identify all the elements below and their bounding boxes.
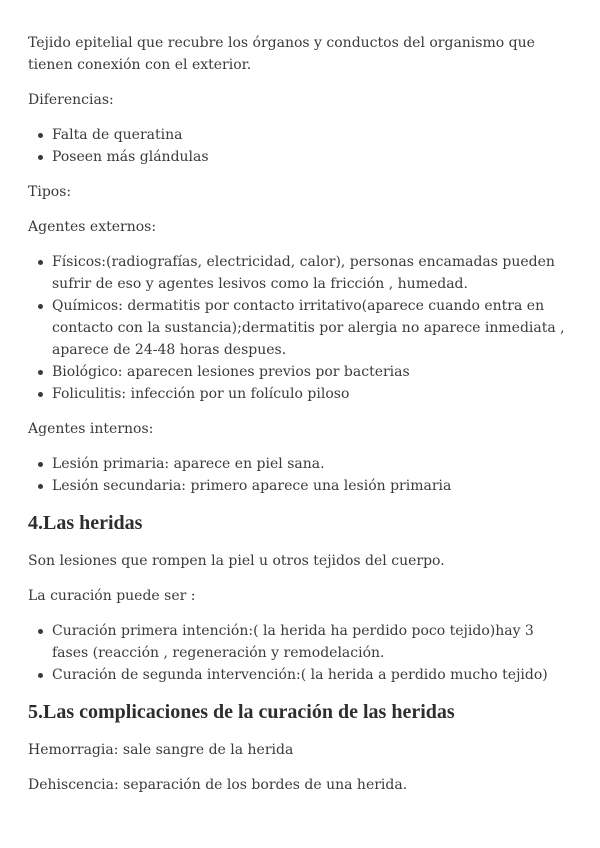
heridas-definition: Son lesiones que rompen la piel u otros tejidos del cuerpo. — [28, 553, 445, 569]
complicaciones-heading: 5.Las complicaciones de la curación de las heridas — [28, 701, 455, 723]
list-item: Biológico: aparecen lesiones previos por bacterias — [52, 361, 572, 383]
list-item: Lesión primaria: aparece en piel sana. — [52, 453, 572, 475]
list-item: Foliculitis: infección por un folículo piloso — [52, 383, 572, 405]
agentes-externos-label: Agentes externos: — [28, 219, 157, 235]
tipos-label: Tipos: — [28, 184, 72, 200]
agentes-internos-label: Agentes internos: — [28, 421, 154, 437]
agentes-externos-list — [28, 251, 572, 405]
diferencias-label: Diferencias: — [28, 92, 114, 108]
curacion-list — [28, 620, 572, 686]
agentes-internos-list — [28, 453, 572, 497]
list-item: Curación de segunda intervención:( la herida a perdido mucho tejido) — [52, 664, 572, 686]
list-item: Físicos:(radiografías, electricidad, calor), personas encamadas pueden sufrir de eso y agentes lesivos como la fricción , humedad. — [52, 251, 572, 295]
list-item: Lesión secundaria: primero aparece una lesión primaria — [52, 475, 572, 497]
diferencias-list — [28, 124, 572, 168]
list-item: Poseen más glándulas — [52, 146, 572, 168]
list-item: Químicos: dermatitis por contacto irritativo(aparece cuando entra en contacto con la sustancia);dermatitis por alergia no aparece inmediata , aparece de 24-48 horas despues. — [52, 295, 572, 361]
intro-paragraph: Tejido epitelial que recubre los órganos y conductos del organismo que tienen conexión con el exterior. — [28, 35, 535, 73]
list-item: Falta de queratina — [52, 124, 572, 146]
list-item: Curación primera intención:( la herida ha perdido poco tejido)hay 3 fases (reacción , regeneración y remodelación. — [52, 620, 572, 664]
hemorragia-paragraph: Hemorragia: sale sangre de la herida — [28, 742, 294, 758]
dehiscencia-paragraph: Dehiscencia: separación de los bordes de una herida. — [28, 777, 408, 793]
curacion-label: La curación puede ser : — [28, 588, 196, 604]
heridas-heading: 4.Las heridas — [28, 512, 143, 534]
